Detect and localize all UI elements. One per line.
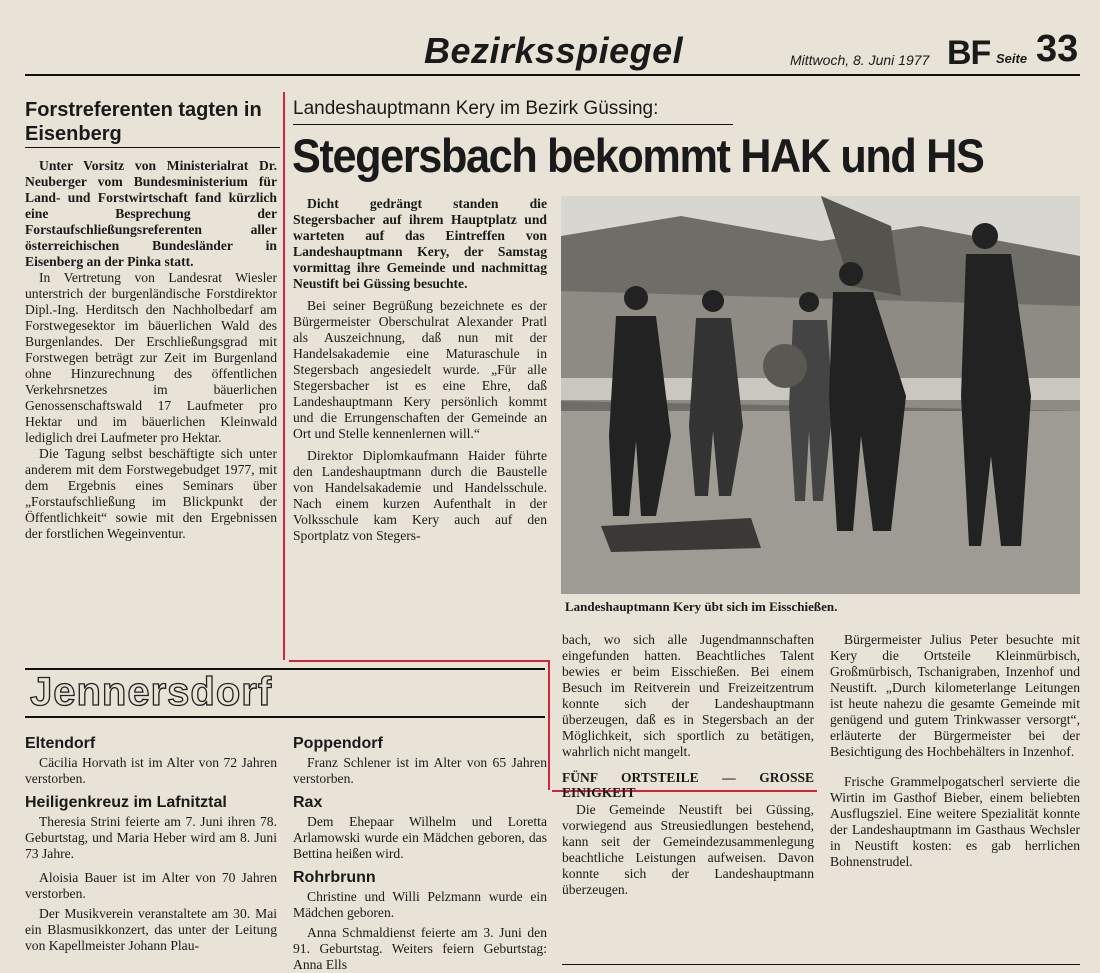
main-col1 — [293, 196, 547, 544]
notice-text: Franz Schlener ist im Alter von 65 Jahren verstorben. — [293, 755, 547, 786]
main-paragraph: Bei seiner Begrüßung bezeichnete es der Bürgermeister Oberschulrat Alexander Pratl als Auszeichnung, daß nun mit der Handelsakademie eine Maturaschule in Stegersbach angesiedelt wurde. „Für alle Stegersbacher ist es eine Ehre, daß Landeshauptmann Kery persönlich kommt und die Errungenschaften der Gemeinde an Ort und Stelle kennenlernen will.“ — [293, 298, 547, 441]
main-col3 — [830, 632, 1080, 870]
section-title-jennersdorf: Jennersdorf — [30, 670, 273, 714]
notice-text: Cäcilia Horvath ist im Alter von 72 Jahren verstorben. — [25, 755, 277, 786]
notice-head: Rohrbrunn — [293, 869, 376, 886]
jennersdorf-col1 — [25, 734, 277, 954]
notice-text: Aloisia Bauer ist im Alter von 70 Jahren verstorben. — [25, 870, 277, 901]
bottom-right-rule — [562, 964, 1080, 965]
main-kicker: Landeshauptmann Kery im Bezirk Güssing: — [293, 98, 659, 119]
main-headline: Stegersbach bekommt HAK und HS — [292, 129, 984, 182]
photo-caption: Landeshauptmann Kery übt sich im Eisschießen. — [565, 599, 838, 614]
notice-text: Christine und Willi Pelzmann wurde ein Mädchen geboren. — [293, 889, 547, 920]
notice-text: Dem Ehepaar Wilhelm und Loretta Arlamowski wurde ein Mädchen geboren, das Bettina heißen wird. — [293, 814, 547, 861]
red-mark-horizontal — [289, 660, 549, 662]
notice-head: Rax — [293, 794, 323, 811]
main-subhead: FÜNF ORTSTEILE — GROSSE EINIGKEIT — [562, 770, 814, 800]
issue-date: Mittwoch, 8. Juni 1977 — [790, 52, 930, 68]
main-col2 — [562, 632, 814, 898]
bf-logo: BF — [947, 34, 991, 72]
red-mark-vertical-mid — [548, 660, 550, 790]
section-rule-bottom — [25, 716, 545, 718]
red-mark-vertical-left — [283, 92, 285, 660]
masthead: Bezirksspiegel — [424, 30, 684, 71]
notice-text: Anna Schmaldienst feierte am 3. Juni den 91. Geburtstag. Weiters feiern Geburtstag: Anna Ells — [293, 925, 547, 972]
header-rule — [25, 74, 1080, 76]
notice-head: Eltendorf — [25, 735, 96, 752]
page-label: Seite — [996, 51, 1028, 66]
left-article-paragraph: In Vertretung von Landesrat Wiesler unterstrich der burgenländische Forstdirektor Dipl.-Ing. Herditsch den Nachholbedarf am Forstwegesektor im bäuerlichen Wald des Burgenlandes. Der Erschließungsgrad mit Forstwegen beträgt zur Zeit im Burgenland ohne Hinzurechnung des öffentlichen Verkehrsnetzes im bäuerlichen Genossenschaftswald 17 Laufmeter pro Hektar und im bäuerlichen Kleinwald lediglich drei Laufmeter pro Hektar. — [25, 270, 277, 445]
main-lead: Dicht gedrängt standen die Stegersbacher auf ihrem Hauptplatz und warteten auf das Eintreffen von Landeshauptmann Kery, der Samstag vormittag ihre Gemeinde und nachmittag Neustift bei Güssing besuchte. — [293, 196, 547, 291]
left-title-rule — [25, 147, 280, 148]
main-col3-paragraph: Bürgermeister Julius Peter besuchte mit Kery die Ortsteile Kleinmürbisch, Großmürbisch, Tschanigraben, Inzenhof und Neustift. „Durch kilometerlange Leitungen ist heute nahezu die gesamte Gemeinde mit genügend und gutem Trinkwasser versorgt“, erläuterte der Bürgermeister bei der Besichtigung des Hochbehälters in Inzenhof. — [830, 632, 1080, 759]
left-article-body — [25, 158, 277, 542]
main-col2-text: bach, wo sich alle Jugendmannschaften eingefunden hatten. Beachtliches Talent bewies er beim Eisschießen. Bei einem Besuch im Reitverein und Freizeitzentrum konnte sich der Landeshauptmann überzeugen, daß es in Stegersbach an der Möglichkeit, sich sportlich zu betätigen, wahrlich nicht mangelt. — [562, 632, 814, 759]
jennersdorf-col2 — [293, 734, 547, 973]
kicker-rule — [293, 124, 733, 125]
main-col3-paragraph: Frische Grammelpogatscherl servierte die Wirtin im Gasthof Bieber, einem beliebten Ausflugsziel. Eine weitere Spezialität konnte der Landeshauptmann im Gasthaus Wechsler in Neustift kosten: es gab herrlichen Bohnenstrudel. — [830, 774, 1080, 869]
page-number: 33 — [1036, 28, 1079, 70]
main-col2-after: Die Gemeinde Neustift bei Güssing, vorwiegend aus Streusiedlungen bestehend, kann seit der Gemeindezusammenlegung beachtliche Leistungen aufweisen. Davon konnte sich der Landeshauptmann überzeugen. — [562, 802, 814, 897]
left-article-title: Forstreferenten tagten in Eisenberg — [25, 99, 262, 145]
notice-head: Poppendorf — [293, 735, 383, 752]
notice-text: Theresia Strini feierte am 7. Juni ihren 78. Geburtstag, und Maria Heber wird am 8. Juni 73 Jahre. — [25, 814, 277, 861]
main-paragraph: Direktor Diplomkaufmann Haider führte den Landeshauptmann durch die Baustelle von Handelsakademie und Handelsschule. Nach einem kurzen Aufenthalt in der Volksschule kam Kery auch auf den Sportplatz von Stegers- — [293, 448, 547, 543]
left-article-lead: Unter Vorsitz von Ministerialrat Dr. Neuberger vom Bundesministerium für Land- und Forstwirtschaft fand kürzlich eine Besprechung der Forstaufschließungsreferenten aller österreichischen Bundesländer in Eisenberg an der Pinka statt. — [25, 158, 277, 269]
news-photo — [561, 196, 1080, 594]
notice-text: Der Musikverein veranstaltete am 30. Mai ein Blasmusikkonzert, das unter der Leitung von Kapellmeister Johann Plau- — [25, 906, 277, 953]
left-article-paragraph: Die Tagung selbst beschäftigte sich unter anderem mit dem Forstwegebudget 1977, mit dem Ergebnis eines Seminars über „Forstaufschließung im Blickpunkt der Öffentlichkeit“ sowie mit den Ergebnissen der forstlichen Wegeinventur. — [25, 446, 277, 541]
notice-head: Heiligenkreuz im Lafnitztal — [25, 794, 227, 811]
